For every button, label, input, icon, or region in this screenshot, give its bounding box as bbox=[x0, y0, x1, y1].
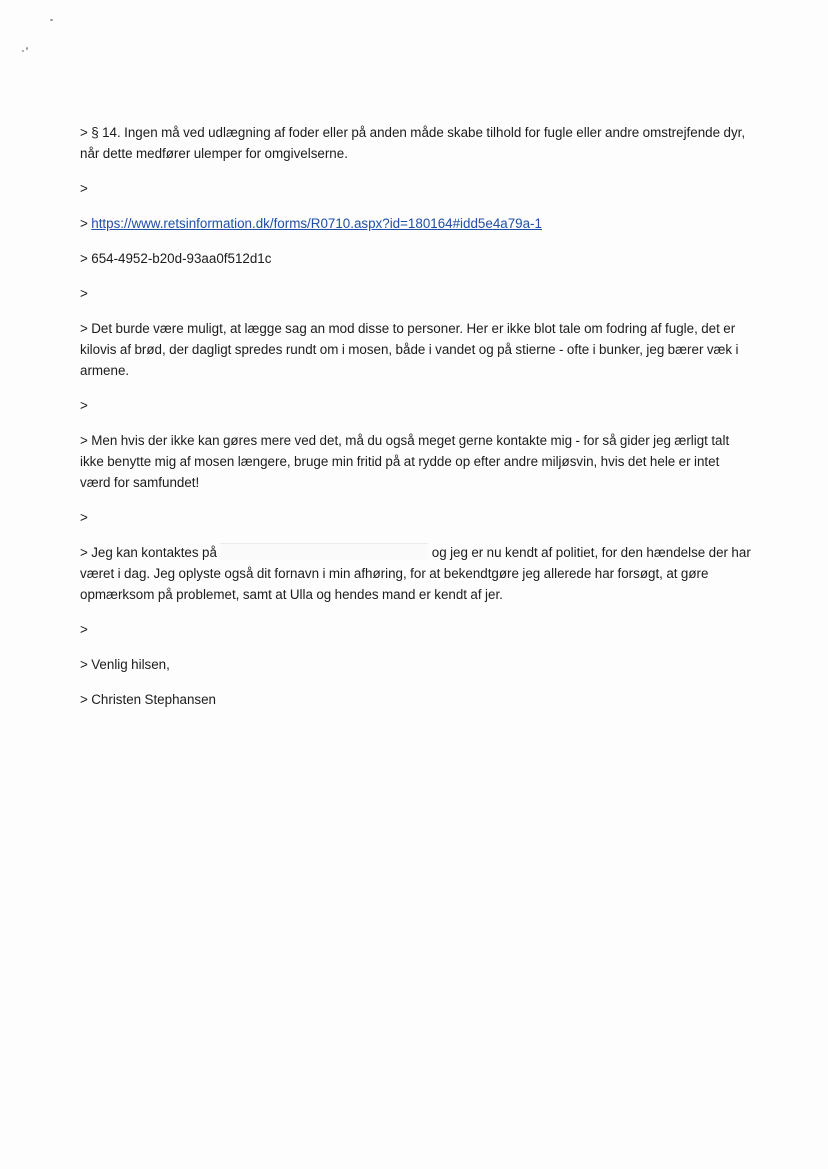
greeting: > Venlig hilsen, bbox=[80, 657, 170, 672]
contact-text-before: > Jeg kan kontaktes på bbox=[80, 545, 217, 560]
redacted-contact-area bbox=[220, 543, 428, 560]
scan-artifact bbox=[50, 19, 53, 21]
paragraph-contact-info bbox=[80, 542, 752, 605]
paragraph-section-14: > § 14. Ingen må ved udlægning af foder eller på anden måde skabe tilhold for fugle eller andre omstrejfende dyr, når dette medfører ulemper for omgivelserne. bbox=[80, 125, 746, 161]
link-paragraph bbox=[80, 213, 752, 234]
paragraph-contact-request: > Men hvis der ikke kan gøres mere ved det, må du også meget gerne kontakte mig - for så gider jeg ærligt talt ikke benytte mig af mosen længere, bruge min fritid på at rydde op efter andre miljøsvin, hvis det hele er intet værd for samfundet! bbox=[80, 433, 730, 490]
retsinformation-link[interactable]: https://www.retsinformation.dk/forms/R0710.aspx?id=180164#idd5e4a79a-1 bbox=[91, 216, 542, 231]
quote-marker: > bbox=[80, 216, 88, 231]
email-body bbox=[80, 122, 752, 710]
signature: > Christen Stephansen bbox=[80, 692, 217, 707]
quote-marker: > bbox=[80, 181, 88, 196]
reference-id: > 654-4952-b20d-93aa0f512d1c bbox=[80, 251, 272, 266]
quote-marker: > bbox=[80, 286, 88, 301]
quote-marker: > bbox=[80, 398, 88, 413]
contact-text-after: og jeg er nu kendt af politiet, for den hændelse der har været i dag. Jeg oplyste også dit fornavn i min afhøring, for at bekendtgøre jeg allerede har forsøgt, at gøre opmærksom på problemet, samt at Ulla og hendes mand er kendt af jer. bbox=[80, 545, 751, 602]
paragraph-complaint: > Det burde være muligt, at lægge sag an mod disse to personer. Her er ikke blot tale om fodring af fugle, det er kilovis af brød, der dagligt spredes rundt om i mosen, både i vandet og på stierne - ofte i bunker, jeg bærer væk i armene. bbox=[80, 321, 739, 378]
quote-marker: > bbox=[80, 510, 88, 525]
scan-artifact bbox=[22, 50, 24, 52]
quote-marker: > bbox=[80, 622, 88, 637]
scan-artifact bbox=[26, 47, 28, 50]
